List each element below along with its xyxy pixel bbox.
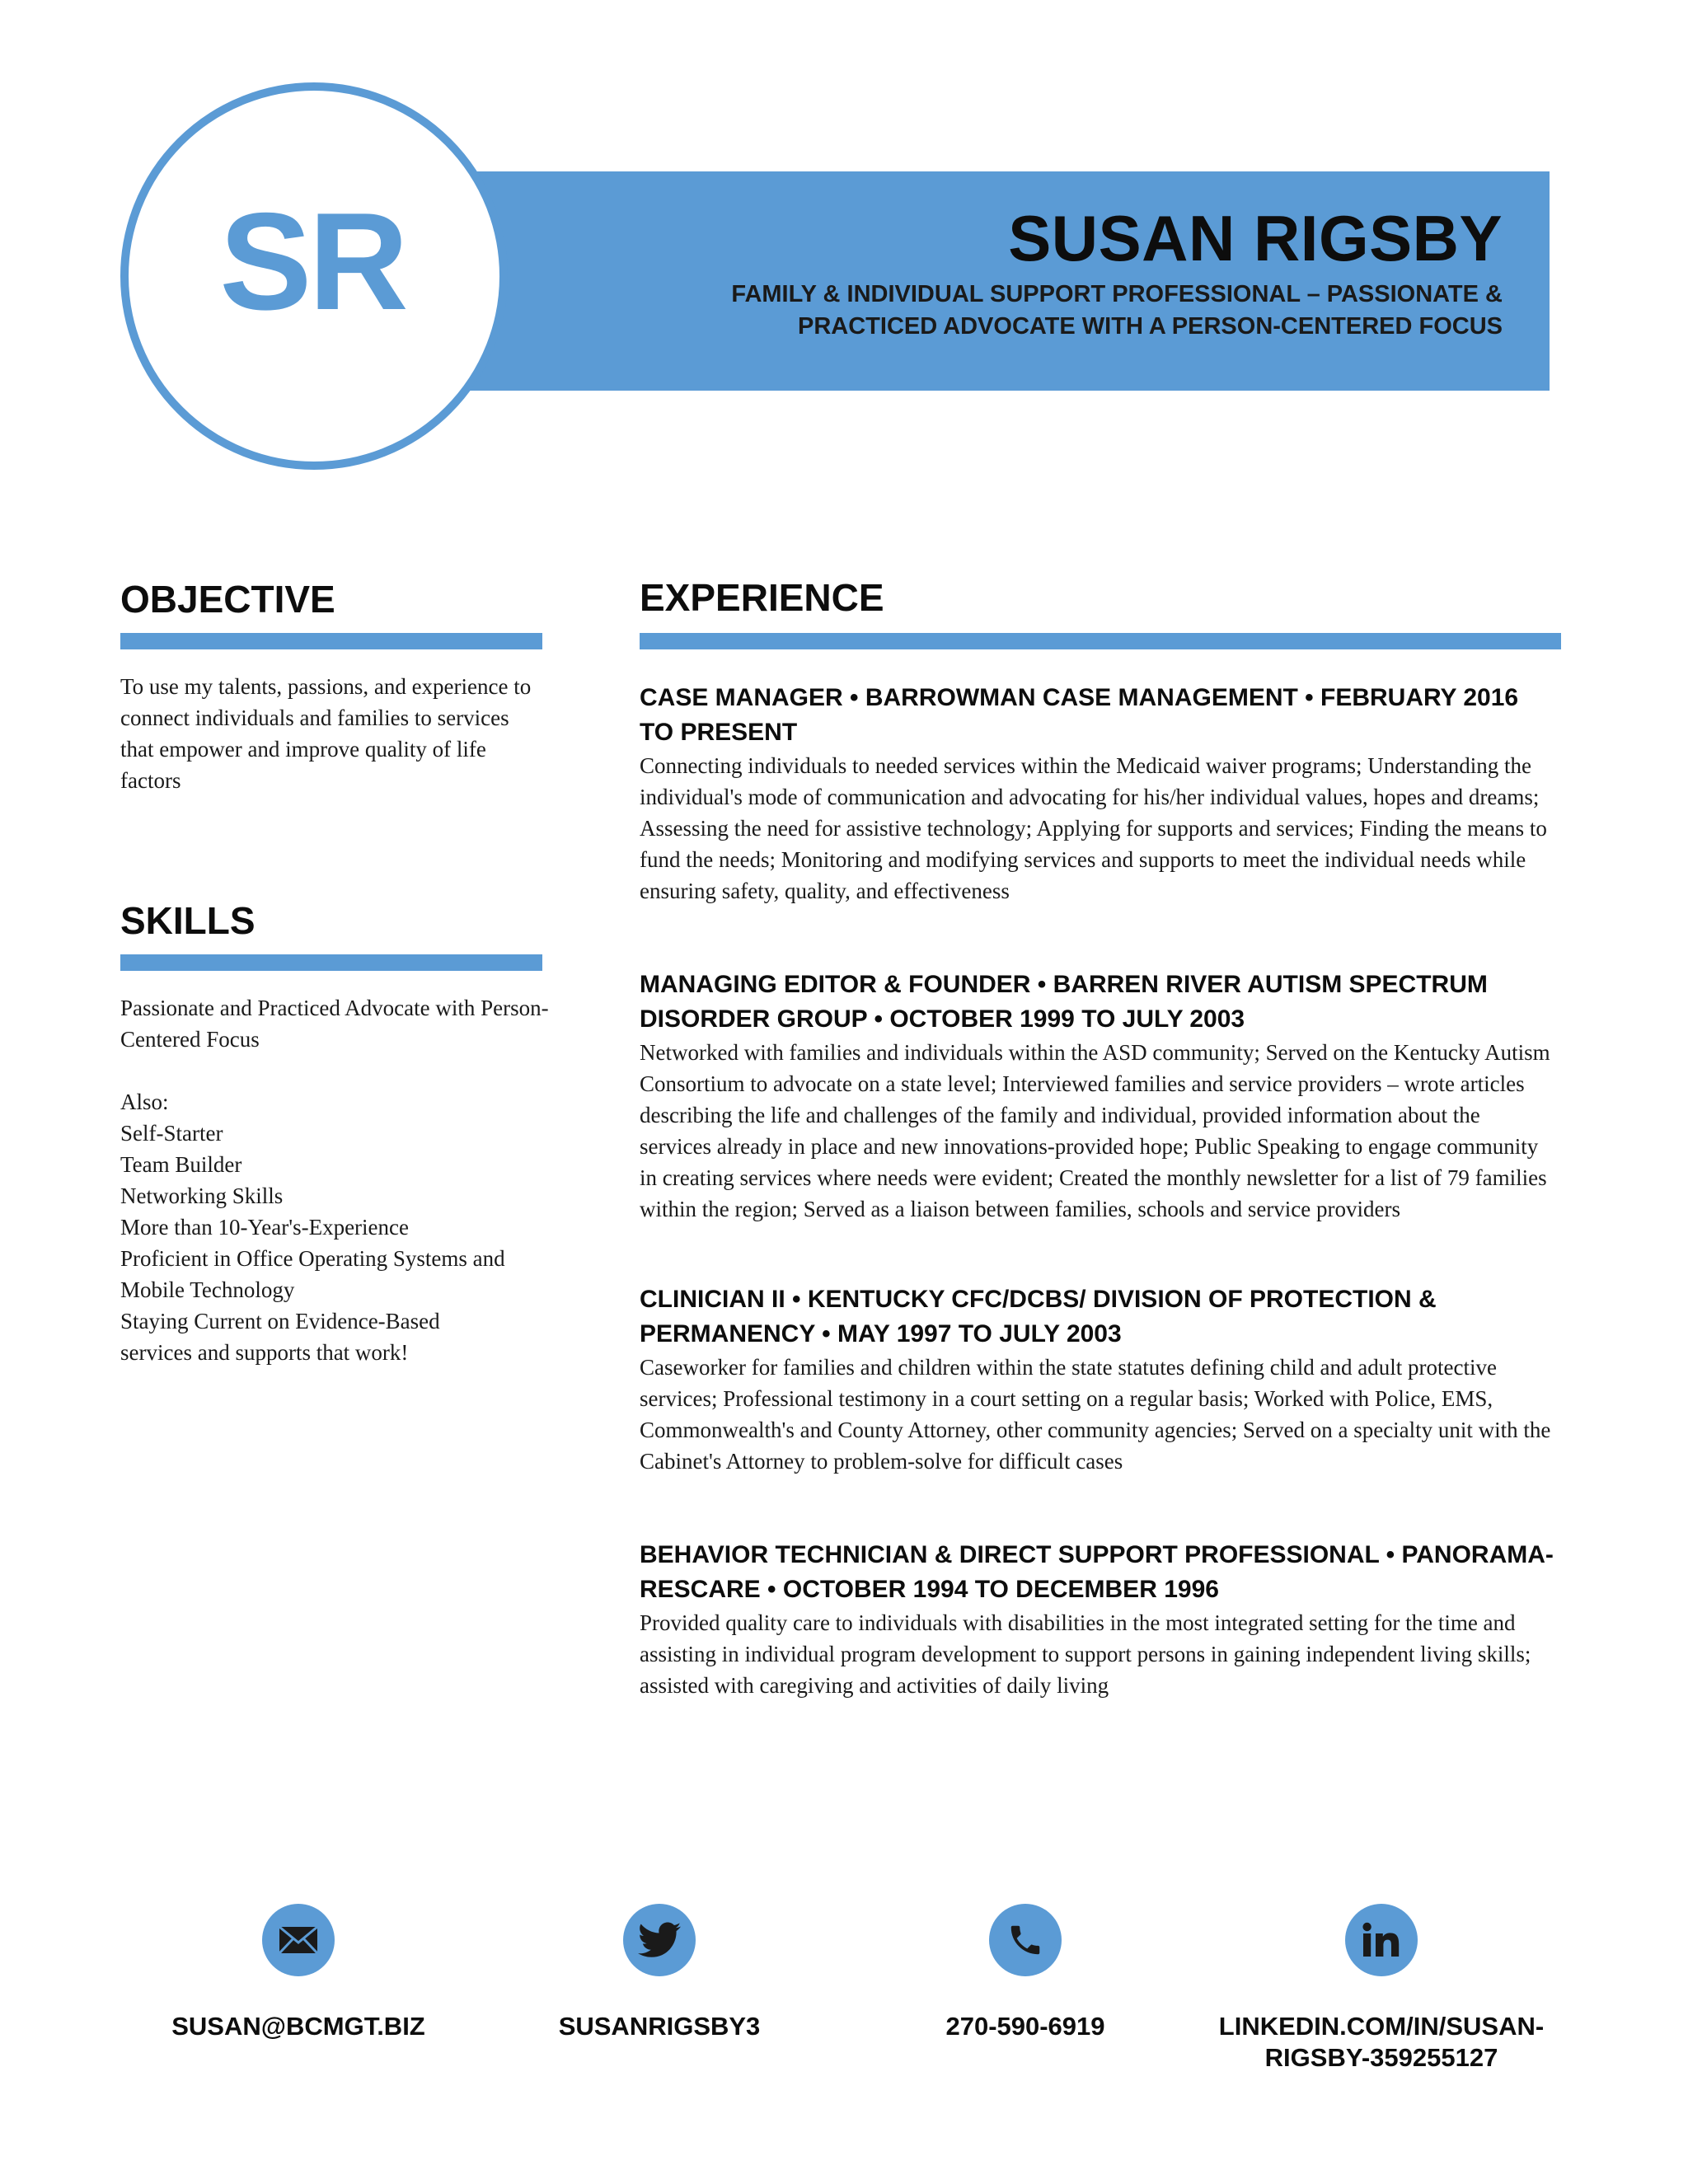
experience-rule	[640, 633, 1561, 649]
job-description: Networked with families and individuals within the ASD community; Served on the Kentucky Autism Consortium to advocate on a state level; Interviewed families and service providers – wrote articles describing the life and challenges of the family and individual, provided information about the services already in place and new innovations-provided hope; Public Speaking to engage community in creating services where needs were evident; Created the monthly newsletter for a list of 79 families within the region; Served as a liaison between families, schools and service providers	[640, 1040, 1550, 1221]
job-entry	[640, 968, 1556, 1225]
contact-twitter[interactable]	[495, 1904, 824, 2042]
skill-item: Staying Current on Evidence-Based services and supports that work!	[120, 1309, 440, 1365]
skills-block	[120, 992, 549, 1368]
job-title: BEHAVIOR TECHNICIAN & DIRECT SUPPORT PROFESSIONAL • PANORAMA-RESCARE • OCTOBER 1994 TO DECEMBER 1996	[640, 1541, 1554, 1603]
job-description: Caseworker for families and children within the state statutes defining child and adult protective services; Professional testimony in a court setting on a regular basis; Worked with Police, EMS, Commonwealth's and County Attorney, other community agencies; Served on a specialty unit with the Cabinet's Attorney to problem-solve for difficult cases	[640, 1355, 1551, 1474]
skill-item: Team Builder	[120, 1152, 242, 1177]
objective-heading: OBJECTIVE	[120, 578, 335, 621]
experience-heading: EXPERIENCE	[640, 576, 884, 619]
job-title: CASE MANAGER • BARROWMAN CASE MANAGEMENT • FEBRUARY 2016 TO PRESENT	[640, 684, 1519, 746]
twitter-icon	[623, 1904, 696, 1976]
contact-linkedin[interactable]	[1217, 1904, 1546, 2074]
objective-text: To use my talents, passions, and experience to connect individuals and families to services that empower and improve quality of life factors	[120, 674, 532, 793]
skills-also-label: Also:	[120, 1090, 169, 1114]
phone-icon	[989, 1904, 1062, 1976]
job-title: CLINICIAN II • KENTUCKY CFC/DCBS/ DIVISION OF PROTECTION & PERMANENCY • MAY 1997 TO JULY 2003	[640, 1286, 1437, 1347]
monogram-initials: SR	[219, 183, 406, 339]
skill-item: Proficient in Office Operating Systems and Mobile Technology	[120, 1246, 505, 1302]
tagline-line-2: PRACTICED ADVOCATE WITH A PERSON-CENTERED FOCUS	[798, 313, 1503, 340]
email-text: SUSAN@BCMGT.BIZ	[171, 2012, 425, 2041]
job-entry	[640, 681, 1556, 907]
job-description: Connecting individuals to needed services within the Medicaid waiver programs; Understanding the individual's mode of communication and advocating for his/her individual values, hopes and dreams; Assessing the need for assistive technology; Applying for supports and services; Finding the means to fund the needs; Monitoring and modifying services and supports to meet the individual needs while ensuring safety, quality, and effectiveness	[640, 753, 1547, 903]
job-entry	[640, 1282, 1556, 1477]
envelope-icon	[262, 1904, 335, 1976]
candidate-name: SUSAN RIGSBY	[1008, 202, 1503, 274]
linkedin-url: LINKEDIN.COM/IN/SUSAN-RIGSBY-359255127	[1218, 2012, 1545, 2072]
skill-item: Networking Skills	[120, 1183, 284, 1208]
contact-phone[interactable]	[860, 1904, 1190, 2042]
monogram-circle	[120, 82, 508, 470]
twitter-handle: SUSANRIGSBY3	[558, 2012, 761, 2041]
skills-summary: Passionate and Practiced Advocate with Person-Centered Focus	[120, 996, 549, 1052]
tagline	[678, 279, 1503, 343]
job-entry	[640, 1538, 1556, 1701]
skills-heading: SKILLS	[120, 899, 256, 942]
job-description: Provided quality care to individuals with disabilities in the most integrated setting for the time and assisting in individual program development to support persons in gaining independent living skills; assisted with caregiving and activities of daily living	[640, 1610, 1531, 1698]
phone-number: 270-590-6919	[945, 2012, 1105, 2041]
linkedin-icon	[1345, 1904, 1418, 1976]
objective-rule	[120, 633, 542, 649]
skill-item: Self-Starter	[120, 1121, 223, 1146]
job-title: MANAGING EDITOR & FOUNDER • BARREN RIVER AUTISM SPECTRUM DISORDER GROUP • OCTOBER 1999 TO JULY 2003	[640, 971, 1488, 1033]
skill-item: More than 10-Year's-Experience	[120, 1215, 409, 1240]
skills-rule	[120, 954, 542, 971]
tagline-line-1: FAMILY & INDIVIDUAL SUPPORT PROFESSIONAL – PASSIONATE &	[731, 281, 1503, 307]
contact-email[interactable]	[134, 1904, 463, 2042]
